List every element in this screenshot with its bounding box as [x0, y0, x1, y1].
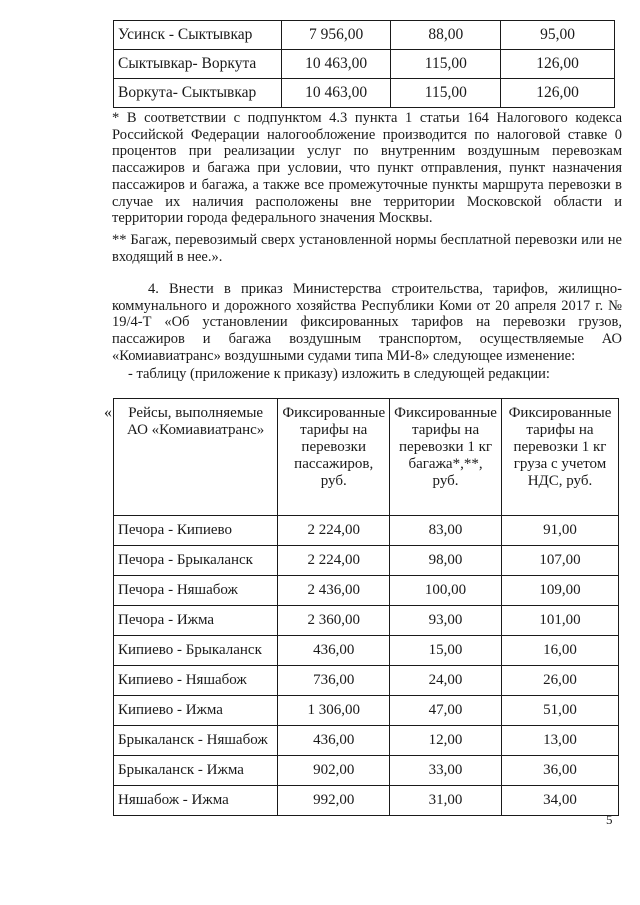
route-cell: Печора - Кипиево	[114, 516, 278, 546]
baggage-tariff-cell: 31,00	[390, 786, 502, 816]
route-cell: Печора - Брыкаланск	[114, 546, 278, 576]
baggage-tariff-cell: 33,00	[390, 756, 502, 786]
table-header-row	[114, 399, 619, 516]
cargo-tariff-cell: 26,00	[501, 666, 618, 696]
cargo-tariff-cell: 34,00	[501, 786, 618, 816]
baggage-tariff-cell: 98,00	[390, 546, 502, 576]
cargo-tariff-cell: 36,00	[501, 756, 618, 786]
header-routes: Рейсы, выполняемые АО «Комиавиатранс»	[114, 399, 278, 516]
footnote-vat: * В соответствии с подпунктом 4.3 пункта 1 статьи 164 Налогового кодекса Российской Федерации налогообложение производится по налоговой ставке 0 процентов при реализации услуг по внутренним воздушным перевозкам пассажиров и багажа при условии, что пункт отправления, пункт назначения пассажиров и багажа, а также все промежуточные пункты маршрута перевозки в случае их наличия расположены вне территории Московской области и территории города федерального значения Москвы.	[112, 110, 622, 227]
table-row	[114, 726, 619, 756]
cargo-tariff-cell: 13,00	[501, 726, 618, 756]
baggage-tariff-cell: 15,00	[390, 636, 502, 666]
passenger-tariff-cell: 2 436,00	[278, 576, 390, 606]
route-cell: Сыктывкар- Воркута	[114, 50, 282, 79]
passenger-tariff-cell: 10 463,00	[281, 50, 391, 79]
passenger-tariff-cell: 2 224,00	[278, 516, 390, 546]
table-row	[114, 576, 619, 606]
passenger-tariff-cell: 2 360,00	[278, 606, 390, 636]
passenger-tariff-cell: 7 956,00	[281, 21, 391, 50]
cargo-tariff-cell: 101,00	[501, 606, 618, 636]
route-cell: Печора - Няшабож	[114, 576, 278, 606]
table-row	[114, 516, 619, 546]
cargo-tariff-cell: 126,00	[501, 50, 615, 79]
cargo-tariff-cell: 16,00	[501, 636, 618, 666]
baggage-tariff-cell: 24,00	[390, 666, 502, 696]
route-cell: Усинск - Сыктывкар	[114, 21, 282, 50]
cargo-tariff-cell: 107,00	[501, 546, 618, 576]
baggage-tariff-cell: 93,00	[390, 606, 502, 636]
passenger-tariff-cell: 436,00	[278, 726, 390, 756]
header-passenger-tariff: Фиксированные тарифы на перевозки пассажиров, руб.	[278, 399, 390, 516]
table-row	[114, 696, 619, 726]
page-number: 5	[606, 812, 613, 827]
route-cell: Кипиево - Брыкаланск	[114, 636, 278, 666]
footnote-baggage: ** Багаж, перевозимый сверх установленной нормы бесплатной перевозки или не входящий в нее.».	[112, 232, 622, 265]
cargo-tariff-cell: 109,00	[501, 576, 618, 606]
table-row	[114, 21, 615, 50]
baggage-tariff-cell: 100,00	[390, 576, 502, 606]
section-4-paragraph: 4. Внести в приказ Министерства строительства, тарифов, жилищно-коммунального и дорожного хозяйства Республики Коми от 20 апреля 2017 г. № 19/4-Т «Об установлении фиксированных тарифов на перевозки грузов, пассажиров и багажа воздушным транспортом, осуществляемые АО «Комиавиатранс» воздушными судами типа МИ-8» следующее изменение:	[112, 281, 622, 364]
passenger-tariff-cell: 992,00	[278, 786, 390, 816]
opening-quote-mark: «	[104, 404, 112, 421]
route-cell: Воркута- Сыктывкар	[114, 79, 282, 108]
header-baggage-tariff: Фиксированные тарифы на перевозки 1 кг багажа*,**, руб.	[390, 399, 502, 516]
cargo-tariff-cell: 91,00	[501, 516, 618, 546]
route-cell: Кипиево - Няшабож	[114, 666, 278, 696]
cargo-tariff-cell: 51,00	[501, 696, 618, 726]
route-cell: Печора - Ижма	[114, 606, 278, 636]
passenger-tariff-cell: 436,00	[278, 636, 390, 666]
table-row	[114, 606, 619, 636]
baggage-tariff-cell: 47,00	[390, 696, 502, 726]
cargo-tariff-cell: 95,00	[501, 21, 615, 50]
baggage-tariff-cell: 88,00	[391, 21, 501, 50]
table-row	[114, 636, 619, 666]
route-cell: Кипиево - Ижма	[114, 696, 278, 726]
top-tariff-table	[113, 20, 615, 108]
main-tariff-table	[113, 398, 619, 816]
baggage-tariff-cell: 83,00	[390, 516, 502, 546]
baggage-tariff-cell: 115,00	[391, 50, 501, 79]
baggage-tariff-cell: 12,00	[390, 726, 502, 756]
table-instruction-line: - таблицу (приложение к приказу) изложить в следующей редакции:	[128, 366, 550, 382]
route-cell: Брыкаланск - Ижма	[114, 756, 278, 786]
table-row	[114, 756, 619, 786]
header-cargo-tariff: Фиксированные тарифы на перевозки 1 кг груза с учетом НДС, руб.	[501, 399, 618, 516]
table-row	[114, 50, 615, 79]
passenger-tariff-cell: 2 224,00	[278, 546, 390, 576]
table-row	[114, 786, 619, 816]
passenger-tariff-cell: 902,00	[278, 756, 390, 786]
table-row	[114, 79, 615, 108]
table-row	[114, 546, 619, 576]
passenger-tariff-cell: 1 306,00	[278, 696, 390, 726]
table-row	[114, 666, 619, 696]
route-cell: Брыкаланск - Няшабож	[114, 726, 278, 756]
cargo-tariff-cell: 126,00	[501, 79, 615, 108]
passenger-tariff-cell: 736,00	[278, 666, 390, 696]
baggage-tariff-cell: 115,00	[391, 79, 501, 108]
route-cell: Няшабож - Ижма	[114, 786, 278, 816]
passenger-tariff-cell: 10 463,00	[281, 79, 391, 108]
